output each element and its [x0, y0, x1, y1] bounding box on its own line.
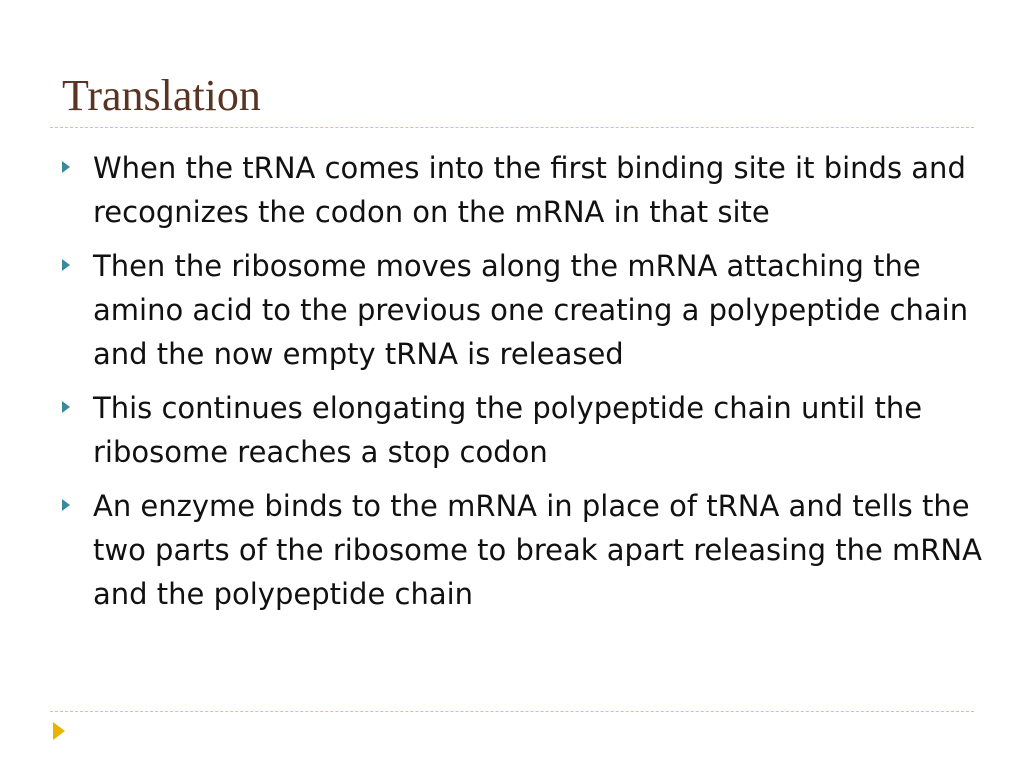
bullet-item [62, 146, 982, 234]
triangle-bullet-icon [62, 161, 70, 173]
bullet-text: An enzyme binds to the mRNA in place of tRNA and tells the two parts of the ribosome to break apart releasing the mRNA and the polypeptide chain [93, 489, 982, 611]
bullet-list [62, 146, 982, 626]
bullet-text: When the tRNA comes into the first binding site it binds and recognizes the codon on the mRNA in that site [93, 151, 966, 229]
bullet-item [62, 386, 982, 474]
triangle-bullet-icon [62, 499, 70, 511]
bullet-item [62, 484, 982, 616]
triangle-bullet-icon [62, 401, 70, 413]
slide-title: Translation [62, 71, 261, 120]
bullet-text: Then the ribosome moves along the mRNA attaching the amino acid to the previous one creating a polypeptide chain and the now empty tRNA is released [93, 249, 969, 371]
triangle-bullet-icon [62, 259, 70, 271]
bullet-text: This continues elongating the polypeptide chain until the ribosome reaches a stop codon [93, 391, 923, 469]
next-slide-arrow-icon[interactable] [53, 722, 65, 740]
title-divider [50, 127, 974, 128]
bullet-item [62, 244, 982, 376]
footer-divider [50, 711, 974, 712]
